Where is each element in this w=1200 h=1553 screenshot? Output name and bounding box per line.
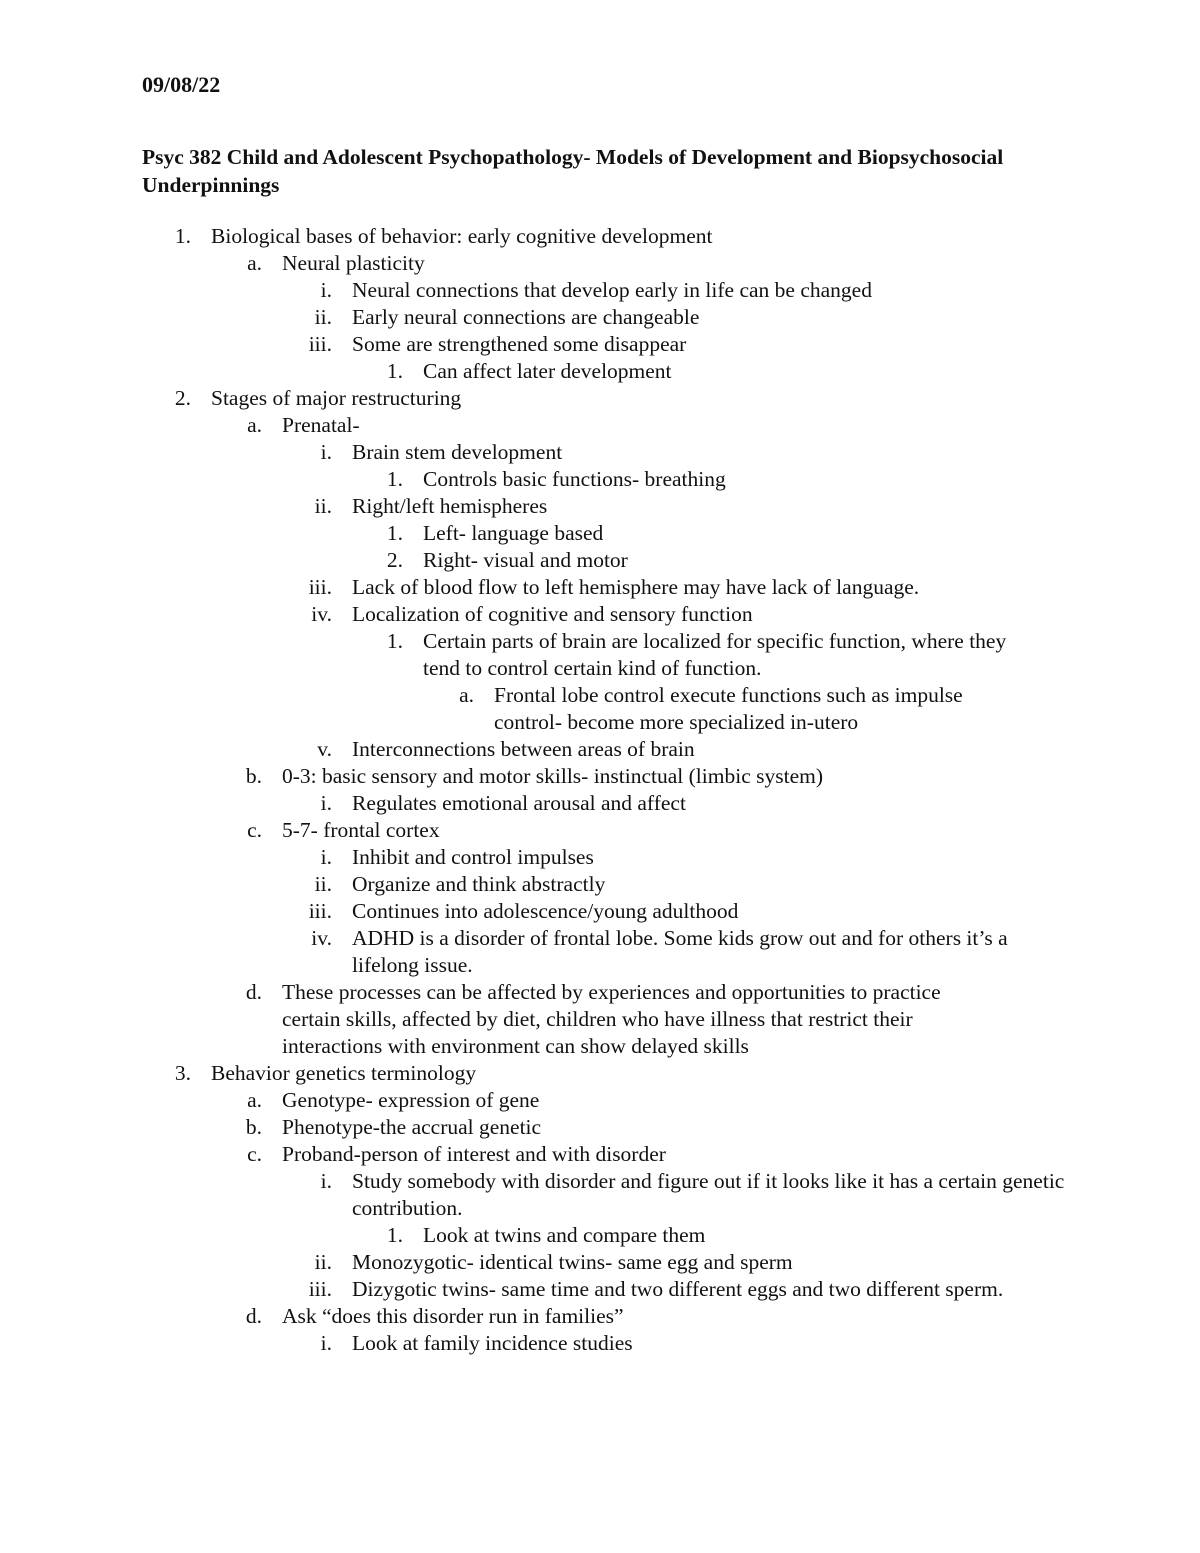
outline-marker: i. <box>320 1331 332 1355</box>
outline-marker: 1. <box>386 467 403 491</box>
outline-text: Stages of major restructuring <box>211 386 462 410</box>
outline-item <box>0 1276 1200 1303</box>
outline-text: Can affect later development <box>423 359 672 383</box>
outline-item <box>0 601 1200 628</box>
outline-text: Study somebody with disorder and figure out if it looks like it has a certain genetic contribution. <box>352 1169 1065 1220</box>
document-date: 09/08/22 <box>142 72 221 97</box>
outline-marker: a. <box>247 413 262 437</box>
outline-item <box>0 547 1200 574</box>
outline-marker: ii. <box>314 305 332 329</box>
outline-text: Continues into adolescence/young adulthood <box>352 899 739 923</box>
outline-text: Inhibit and control impulses <box>352 845 594 869</box>
outline-text: Look at twins and compare them <box>423 1223 706 1247</box>
outline-item <box>0 763 1200 790</box>
outline-text: Neural plasticity <box>282 251 425 275</box>
outline-marker: 1. <box>386 1223 403 1247</box>
outline-marker: 1. <box>386 521 403 545</box>
outline-item <box>0 736 1200 763</box>
outline-marker: d. <box>245 1304 262 1328</box>
outline-text: Biological bases of behavior: early cognitive development <box>211 224 713 248</box>
outline-text: Brain stem development <box>352 440 563 464</box>
outline-marker: ii. <box>314 1250 332 1274</box>
outline-text: Controls basic functions- breathing <box>423 467 726 491</box>
outline-marker: 1. <box>386 359 403 383</box>
outline-item <box>0 1303 1200 1330</box>
outline-text: Neural connections that develop early in life can be changed <box>352 278 872 302</box>
outline-item <box>0 574 1200 601</box>
outline-text: Right- visual and motor <box>423 548 628 572</box>
outline-marker: 1. <box>386 629 403 653</box>
outline-text: Early neural connections are changeable <box>352 305 700 329</box>
outline-item <box>0 1168 1200 1222</box>
outline-item <box>0 1114 1200 1141</box>
outline-marker: i. <box>320 1169 332 1193</box>
outline-item <box>0 1222 1200 1249</box>
outline-text: Some are strengthened some disappear <box>352 332 687 356</box>
outline-marker: iii. <box>308 332 332 356</box>
outline-marker: iii. <box>308 899 332 923</box>
outline-text: Monozygotic- identical twins- same egg and sperm <box>352 1250 793 1274</box>
outline-item <box>0 871 1200 898</box>
outline-marker: iii. <box>308 1277 332 1301</box>
outline-item <box>0 1060 1200 1087</box>
outline-text: Genotype- expression of gene <box>282 1088 540 1112</box>
outline-text: Phenotype-the accrual genetic <box>282 1115 542 1139</box>
outline-text: Interconnections between areas of brain <box>352 737 695 761</box>
outline-marker: ii. <box>314 494 332 518</box>
outline-marker: a. <box>247 1088 262 1112</box>
outline-item <box>0 1141 1200 1168</box>
outline-text: ADHD is a disorder of frontal lobe. Some kids grow out and for others it’s a lifelong issue. <box>352 926 1008 977</box>
outline-marker: i. <box>320 278 332 302</box>
outline-text: Ask “does this disorder run in families” <box>282 1304 624 1328</box>
outline-text: These processes can be affected by experiences and opportunities to practice certain skills, affected by diet, children who have illness that restrict their interactions with environment can show delayed skills <box>282 980 941 1058</box>
outline-item <box>0 1330 1200 1357</box>
outline-text: Frontal lobe control execute functions such as impulse control- become more specialized in-utero <box>494 683 963 734</box>
outline-item <box>0 520 1200 547</box>
outline-item <box>0 628 1200 682</box>
outline-text: Dizygotic twins- same time and two different eggs and two different sperm. <box>352 1277 1004 1301</box>
outline-marker: iv. <box>311 926 332 950</box>
outline-text: Behavior genetics terminology <box>211 1061 477 1085</box>
outline-item <box>0 385 1200 412</box>
outline-text: Prenatal- <box>282 413 360 437</box>
outline-marker: 3. <box>174 1061 191 1085</box>
outline-marker: c. <box>247 1142 262 1166</box>
outline-item <box>0 682 1200 736</box>
outline-item <box>0 1249 1200 1276</box>
outline-marker: 2. <box>174 386 191 410</box>
outline-item <box>0 898 1200 925</box>
outline-marker: d. <box>245 980 262 1004</box>
outline-item <box>0 925 1200 979</box>
outline-marker: v. <box>317 737 332 761</box>
outline-text: Look at family incidence studies <box>352 1331 633 1355</box>
outline-marker: 1. <box>174 224 191 248</box>
outline-item <box>0 493 1200 520</box>
outline-marker: c. <box>247 818 262 842</box>
outline-item <box>0 439 1200 466</box>
outline-item <box>0 331 1200 358</box>
outline-item <box>0 304 1200 331</box>
outline-text: Lack of blood flow to left hemisphere may have lack of language. <box>352 575 920 599</box>
outline-text: Proband-person of interest and with disorder <box>282 1142 666 1166</box>
outline-text: Localization of cognitive and sensory function <box>352 602 753 626</box>
outline-item <box>0 817 1200 844</box>
outline-item <box>0 277 1200 304</box>
outline-item <box>0 250 1200 277</box>
outline-marker: iv. <box>311 602 332 626</box>
outline-item <box>0 223 1200 250</box>
outline-list <box>0 223 1200 1357</box>
outline-marker: a. <box>459 683 474 707</box>
outline-text: Organize and think abstractly <box>352 872 606 896</box>
outline-text: Left- language based <box>423 521 604 545</box>
outline-text: Certain parts of brain are localized for specific function, where they tend to control certain kind of function. <box>423 629 1007 680</box>
outline-item <box>0 790 1200 817</box>
outline-marker: i. <box>320 845 332 869</box>
outline-marker: i. <box>320 440 332 464</box>
outline-text: 5-7- frontal cortex <box>282 818 440 842</box>
outline-marker: iii. <box>308 575 332 599</box>
outline-text: Right/left hemispheres <box>352 494 548 518</box>
outline-marker: a. <box>247 251 262 275</box>
outline-marker: ii. <box>314 872 332 896</box>
outline-item <box>0 412 1200 439</box>
outline-item <box>0 466 1200 493</box>
document-title: Psyc 382 Child and Adolescent Psychopathology- Models of Development and Biopsychosocial Underpinnings <box>142 145 1004 197</box>
outline-marker: b. <box>245 764 262 788</box>
outline-item <box>0 1087 1200 1114</box>
outline-marker: b. <box>245 1115 262 1139</box>
outline-marker: 2. <box>386 548 403 572</box>
outline-item <box>0 844 1200 871</box>
outline-text: Regulates emotional arousal and affect <box>352 791 686 815</box>
outline-item <box>0 979 1200 1060</box>
outline-item <box>0 358 1200 385</box>
outline-text: 0-3: basic sensory and motor skills- instinctual (limbic system) <box>282 764 824 788</box>
outline-marker: i. <box>320 791 332 815</box>
